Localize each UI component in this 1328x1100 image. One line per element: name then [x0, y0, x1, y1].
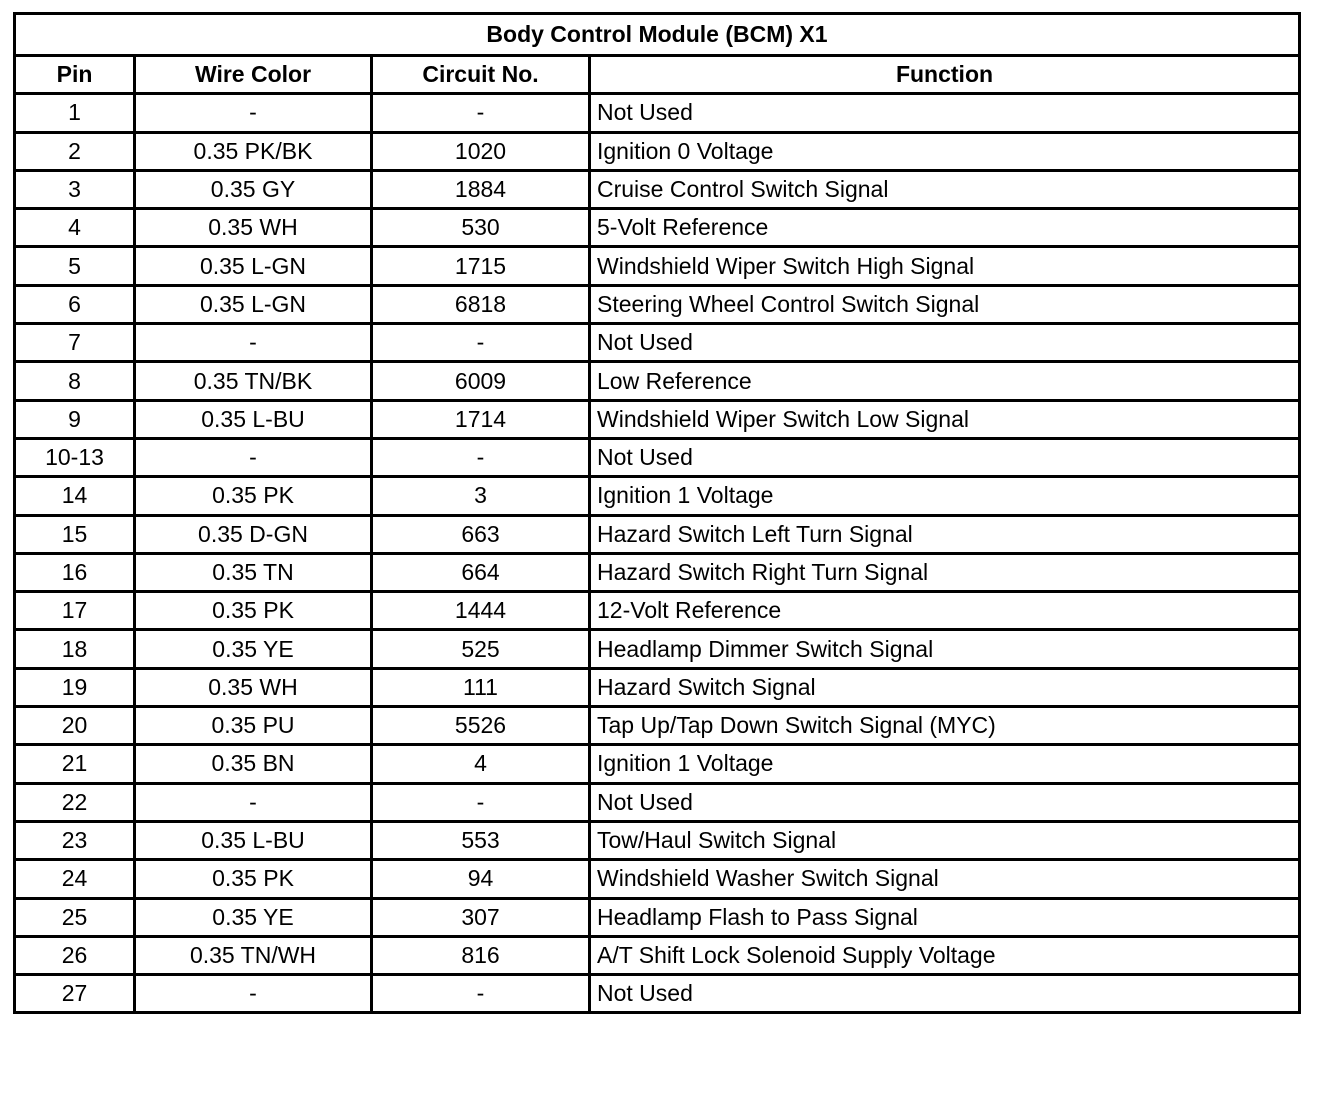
wire-color-cell: 0.35 PK	[135, 592, 372, 630]
pin-cell: 6	[15, 285, 135, 323]
wire-color-cell: 0.35 WH	[135, 668, 372, 706]
circuit-number-cell: 4	[372, 745, 590, 783]
function-cell: A/T Shift Lock Solenoid Supply Voltage	[590, 936, 1300, 974]
circuit-number-cell: 1020	[372, 132, 590, 170]
column-header-wire-color: Wire Color	[135, 56, 372, 94]
circuit-number-cell: 816	[372, 936, 590, 974]
circuit-number-cell: 5526	[372, 707, 590, 745]
pin-cell: 20	[15, 707, 135, 745]
table-row	[15, 285, 1300, 323]
function-cell: Windshield Washer Switch Signal	[590, 860, 1300, 898]
circuit-number-cell: 111	[372, 668, 590, 706]
table-row	[15, 438, 1300, 476]
function-cell: Ignition 1 Voltage	[590, 745, 1300, 783]
pin-cell: 19	[15, 668, 135, 706]
wire-color-cell: 0.35 D-GN	[135, 515, 372, 553]
wire-color-cell: 0.35 YE	[135, 630, 372, 668]
function-cell: Not Used	[590, 783, 1300, 821]
wire-color-cell: 0.35 L-BU	[135, 821, 372, 859]
circuit-number-cell: 3	[372, 477, 590, 515]
wire-color-cell: 0.35 TN	[135, 553, 372, 591]
pin-cell: 24	[15, 860, 135, 898]
pin-cell: 25	[15, 898, 135, 936]
header-row	[15, 56, 1300, 94]
function-cell: Cruise Control Switch Signal	[590, 170, 1300, 208]
table-row	[15, 783, 1300, 821]
circuit-number-cell: 94	[372, 860, 590, 898]
pin-cell: 1	[15, 94, 135, 132]
function-cell: Tap Up/Tap Down Switch Signal (MYC)	[590, 707, 1300, 745]
pin-cell: 3	[15, 170, 135, 208]
pin-cell: 7	[15, 324, 135, 362]
function-cell: Ignition 0 Voltage	[590, 132, 1300, 170]
wire-color-cell: 0.35 PK/BK	[135, 132, 372, 170]
function-cell: Windshield Wiper Switch Low Signal	[590, 400, 1300, 438]
circuit-number-cell: 6818	[372, 285, 590, 323]
function-cell: Hazard Switch Signal	[590, 668, 1300, 706]
function-cell: Hazard Switch Right Turn Signal	[590, 553, 1300, 591]
circuit-number-cell: 530	[372, 209, 590, 247]
table-row	[15, 515, 1300, 553]
wire-color-cell: 0.35 PK	[135, 477, 372, 515]
table-row	[15, 745, 1300, 783]
pin-cell: 15	[15, 515, 135, 553]
wire-color-cell: 0.35 L-GN	[135, 285, 372, 323]
function-cell: Ignition 1 Voltage	[590, 477, 1300, 515]
table-row	[15, 362, 1300, 400]
function-cell: Not Used	[590, 94, 1300, 132]
table-row	[15, 975, 1300, 1013]
pin-cell: 27	[15, 975, 135, 1013]
function-cell: Tow/Haul Switch Signal	[590, 821, 1300, 859]
circuit-number-cell: 307	[372, 898, 590, 936]
wire-color-cell: 0.35 YE	[135, 898, 372, 936]
wire-color-cell: 0.35 TN/WH	[135, 936, 372, 974]
table-row	[15, 209, 1300, 247]
wire-color-cell: 0.35 PU	[135, 707, 372, 745]
circuit-number-cell: 1884	[372, 170, 590, 208]
wire-color-cell: 0.35 L-GN	[135, 247, 372, 285]
circuit-number-cell: 663	[372, 515, 590, 553]
function-cell: Not Used	[590, 975, 1300, 1013]
table-row	[15, 898, 1300, 936]
pin-cell: 14	[15, 477, 135, 515]
circuit-number-cell: 664	[372, 553, 590, 591]
table-row	[15, 707, 1300, 745]
pin-cell: 8	[15, 362, 135, 400]
wire-color-cell: -	[135, 438, 372, 476]
circuit-number-cell: 553	[372, 821, 590, 859]
pin-cell: 21	[15, 745, 135, 783]
pin-cell: 16	[15, 553, 135, 591]
circuit-number-cell: 1444	[372, 592, 590, 630]
circuit-number-cell: 1714	[372, 400, 590, 438]
table-row	[15, 668, 1300, 706]
table-body	[15, 94, 1300, 1013]
title-row	[15, 14, 1300, 56]
function-cell: Not Used	[590, 438, 1300, 476]
function-cell: 5-Volt Reference	[590, 209, 1300, 247]
bcm-x1-pinout-table	[13, 12, 1301, 1014]
pin-cell: 26	[15, 936, 135, 974]
pin-cell: 9	[15, 400, 135, 438]
function-cell: Windshield Wiper Switch High Signal	[590, 247, 1300, 285]
table-row	[15, 94, 1300, 132]
table-row	[15, 247, 1300, 285]
table-title: Body Control Module (BCM) X1	[15, 14, 1300, 56]
wire-color-cell: -	[135, 783, 372, 821]
wire-color-cell: -	[135, 975, 372, 1013]
circuit-number-cell: 525	[372, 630, 590, 668]
pin-cell: 5	[15, 247, 135, 285]
function-cell: Not Used	[590, 324, 1300, 362]
wire-color-cell: 0.35 GY	[135, 170, 372, 208]
function-cell: Steering Wheel Control Switch Signal	[590, 285, 1300, 323]
pin-cell: 4	[15, 209, 135, 247]
pin-cell: 18	[15, 630, 135, 668]
function-cell: Hazard Switch Left Turn Signal	[590, 515, 1300, 553]
circuit-number-cell: 1715	[372, 247, 590, 285]
pin-cell: 10-13	[15, 438, 135, 476]
circuit-number-cell: -	[372, 324, 590, 362]
wire-color-cell: 0.35 BN	[135, 745, 372, 783]
column-header-function: Function	[590, 56, 1300, 94]
circuit-number-cell: -	[372, 94, 590, 132]
table-row	[15, 170, 1300, 208]
table-row	[15, 477, 1300, 515]
pin-cell: 17	[15, 592, 135, 630]
wire-color-cell: 0.35 TN/BK	[135, 362, 372, 400]
table-row	[15, 553, 1300, 591]
table-row	[15, 821, 1300, 859]
circuit-number-cell: -	[372, 438, 590, 476]
table-row	[15, 630, 1300, 668]
wire-color-cell: 0.35 L-BU	[135, 400, 372, 438]
function-cell: Headlamp Dimmer Switch Signal	[590, 630, 1300, 668]
table-row	[15, 860, 1300, 898]
table-row	[15, 936, 1300, 974]
circuit-number-cell: -	[372, 783, 590, 821]
wire-color-cell: 0.35 PK	[135, 860, 372, 898]
table-row	[15, 592, 1300, 630]
column-header-circuit-no: Circuit No.	[372, 56, 590, 94]
table-row	[15, 132, 1300, 170]
function-cell: Low Reference	[590, 362, 1300, 400]
wire-color-cell: -	[135, 94, 372, 132]
function-cell: 12-Volt Reference	[590, 592, 1300, 630]
pin-cell: 22	[15, 783, 135, 821]
function-cell: Headlamp Flash to Pass Signal	[590, 898, 1300, 936]
circuit-number-cell: 6009	[372, 362, 590, 400]
table-row	[15, 400, 1300, 438]
pin-cell: 2	[15, 132, 135, 170]
pin-cell: 23	[15, 821, 135, 859]
column-header-pin: Pin	[15, 56, 135, 94]
table-row	[15, 324, 1300, 362]
wire-color-cell: 0.35 WH	[135, 209, 372, 247]
circuit-number-cell: -	[372, 975, 590, 1013]
wire-color-cell: -	[135, 324, 372, 362]
